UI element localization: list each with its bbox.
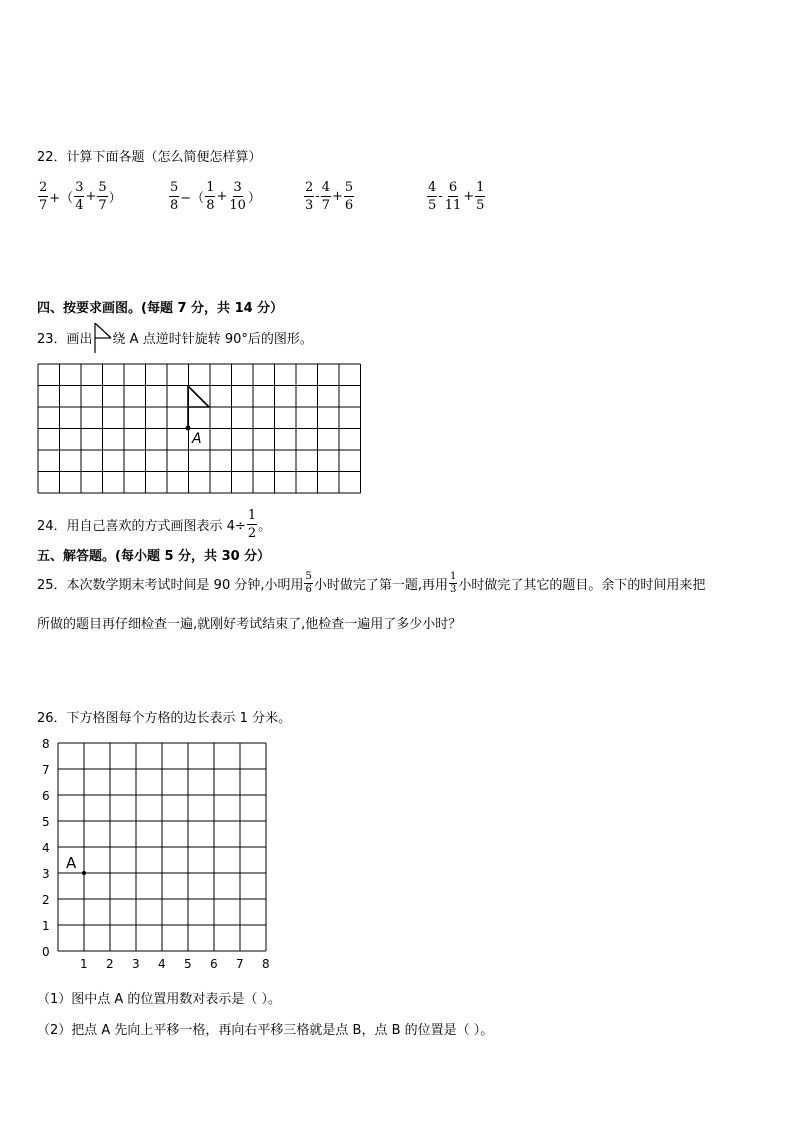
x-tick-label: 7 xyxy=(236,957,244,971)
fraction: $\frac{1}{8}$ xyxy=(206,180,215,213)
q25-line-2: 所做的题目再仔细检查一遍,就刚好考试结束了,他检查一遍用了多少小时？ xyxy=(37,617,462,632)
point-a xyxy=(186,426,191,431)
q23-text: 23．画出 绕 A 点逆时针旋转 90°后的图形。 xyxy=(37,328,313,347)
x-tick-label: 1 xyxy=(80,957,88,971)
expression-4: $\frac{4}{5}$ - $\frac{6}{11}$ + $\frac{1}{5}$ xyxy=(428,180,485,213)
expression-1: $\frac{2}{7}$ +（ $\frac{3}{4}$ + $\frac{5}{7}$ ） xyxy=(39,180,122,213)
q22-title: 22．计算下面各题（怎么简便怎样算） xyxy=(37,150,262,165)
fraction: $\frac{5}{7}$ xyxy=(98,180,107,213)
x-tick-label: 4 xyxy=(158,957,166,971)
fraction: $\frac{3}{4}$ xyxy=(75,180,84,213)
point-a-label: A xyxy=(66,854,77,872)
fraction: $\frac{3}{10}$ xyxy=(229,180,246,213)
fraction: $\frac{2}{7}$ xyxy=(39,180,48,213)
point-a xyxy=(82,871,86,875)
fraction: 5 6 xyxy=(305,571,312,595)
y-tick-label: 7 xyxy=(42,763,50,777)
y-tick-label: 8 xyxy=(42,737,50,751)
q24-text: 24．用自己喜欢的方式画图表示 4÷ $\frac{1}{2}$ 。 xyxy=(37,508,272,541)
q26-sub-question-2: （2）把点 A 先向上平移一格，再向右平移三格就是点 B，点 B 的位置是（ ）。 xyxy=(37,1023,494,1038)
fraction: $\frac{6}{11}$ xyxy=(444,180,462,213)
y-tick-label: 2 xyxy=(42,893,50,907)
y-tick-label: 3 xyxy=(42,867,50,881)
flag-diagonal xyxy=(188,386,209,407)
section-5-title: 五、解答题。(每小题 5 分，共 30 分） xyxy=(37,549,271,564)
x-tick-label: 6 xyxy=(210,957,218,971)
x-tick-label: 2 xyxy=(106,957,114,971)
expression-3: $\frac{2}{3}$ - $\frac{4}{7}$ + $\frac{5}{6}$ xyxy=(305,180,354,213)
fraction: $\frac{4}{7}$ xyxy=(321,180,330,213)
fraction: 1 3 xyxy=(450,571,457,595)
fraction: $\frac{4}{5}$ xyxy=(428,180,437,213)
y-tick-label: 4 xyxy=(42,841,50,855)
x-tick-label: 8 xyxy=(262,957,270,971)
section-4-title: 四、按要求画图。(每题 7 分，共 14 分） xyxy=(37,301,284,316)
y-tick-label: 6 xyxy=(42,789,50,803)
fraction: $\frac{1}{2}$ xyxy=(247,508,257,541)
y-tick-label: 0 xyxy=(42,945,50,959)
rotation-grid xyxy=(37,363,361,494)
q26-title: 26．下方格图每个方格的边长表示 1 分米。 xyxy=(37,711,292,726)
fraction: $\frac{1}{5}$ xyxy=(476,180,485,213)
point-a-label: A xyxy=(192,431,202,447)
q25-line-1: 25．本次数学期末考试时间是 90 分钟,小明用 5 6 小时做完了第一题,再用 1 3 小时做完了其它的题目。余下的时间用来把 xyxy=(37,571,706,595)
y-tick-label: 5 xyxy=(42,815,50,829)
flag-figure-icon xyxy=(93,323,113,353)
expression-2: $\frac{5}{8}$ −（ $\frac{1}{8}$ + $\frac{3}{10}$ ） xyxy=(170,180,261,213)
fraction: $\frac{5}{8}$ xyxy=(170,180,179,213)
q26-sub-question-1: （1）图中点 A 的位置用数对表示是（ ）。 xyxy=(37,992,282,1007)
fraction: $\frac{5}{6}$ xyxy=(344,180,354,213)
coordinate-grid xyxy=(37,735,282,975)
x-tick-label: 5 xyxy=(184,957,192,971)
x-tick-label: 3 xyxy=(132,957,140,971)
fraction: $\frac{2}{3}$ xyxy=(305,180,314,213)
y-tick-label: 1 xyxy=(42,919,50,933)
